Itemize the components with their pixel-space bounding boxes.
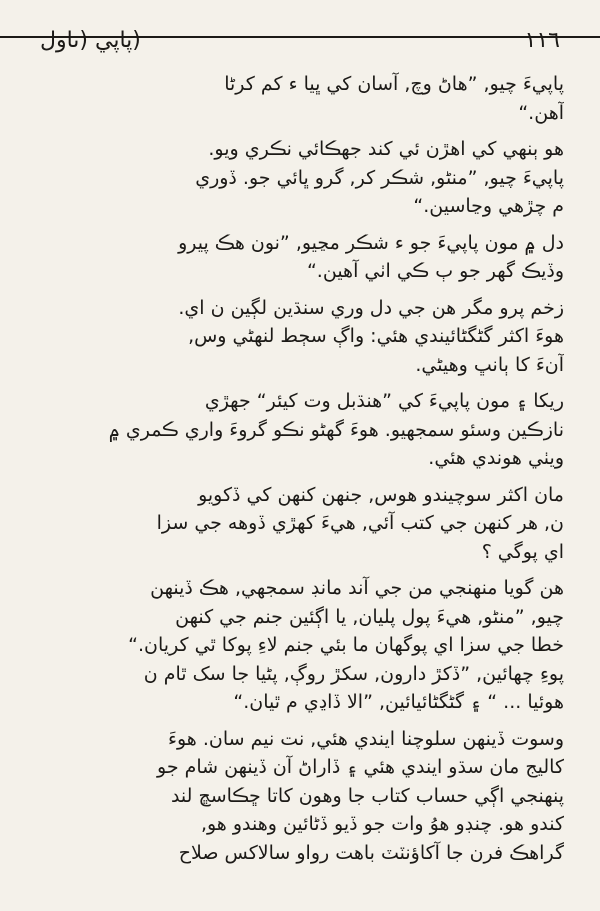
body-text xyxy=(36,70,564,867)
text-line: مان اکثر سوچيندو هوس, جنهن کنهن کي ڏکويو xyxy=(198,483,564,506)
text-line: ويٺي هوندي هئي. xyxy=(428,447,564,469)
text-line: م چڙهي وڃاسين.“ xyxy=(413,195,564,217)
text-line: وسوت ڏينهن سلوچنا ايندي هئي, نت نيم سان. هوءَ xyxy=(168,727,564,750)
text-line: خطا جي سزا اي پوگهان ما بئي جنم لاءِ پوکا ٿي کريان.“ xyxy=(128,634,564,656)
paragraph xyxy=(36,294,564,380)
paragraph xyxy=(36,387,564,473)
text-line: کندو هو. چنڊو هوُ وات جو ڏيو ڏڻائين وهندو هو, xyxy=(200,813,564,835)
text-line: پنهنجي اڳي حساب کتاب جا وهون کاتا ڇڪاسڇ لند xyxy=(170,784,564,807)
text-line: آن‏ءَ کا ٻانڀ وهيڻي. xyxy=(415,353,564,376)
text-line: هن گويا منهنجي من جي آند مانڊ سمجهي, هڪ ڏينهن xyxy=(150,577,564,599)
text-line: نازڪين وسئو سمجهيو. هوءَ گهڻو نڪو گروءَ واري ڪمري ۾ xyxy=(108,418,564,441)
paragraph xyxy=(36,725,564,868)
paragraph xyxy=(36,135,564,221)
text-line: وڏيڪ گهر جو ٻ ڪي اٺي آهين.“ xyxy=(306,260,564,282)
page-header xyxy=(36,24,564,60)
running-title: (پاپي (ناول xyxy=(40,28,141,53)
text-line: گراهڪ فرن جا آکاؤنٽٽ باهت رواو سالاکس صلاح xyxy=(178,841,564,864)
text-line: زخم پرو مگر هن جي دل وري سنڌين لڳين ن اي. xyxy=(178,296,564,319)
text-line: پوءِ چهائين, ”ڏکڙ دارون, سکڙ روڳ, پڻيا جا سک ٿام ن xyxy=(143,662,564,685)
paragraph xyxy=(36,574,564,717)
text-line: اي پوگي ؟ xyxy=(481,540,564,563)
paragraph xyxy=(36,70,564,127)
text-line: دل ۾ مون پاپيءَ جو ء شڪر مڃيو, ”نون هڪ پيرو xyxy=(178,231,564,254)
text-line: هوءَ اکثر گڻگڻائيندي هئي: واڳ سڄط لنهڻي وس, xyxy=(188,325,564,347)
text-line: کاليج مان سڌو ايندي هئي ۽ ڏاراڻ آن ڏينهن شام جو xyxy=(157,756,564,778)
text-line: پاپيءَ چيو, ”منڻو, شڪر کر, گرو ڀائي جو. ڏوري xyxy=(195,166,564,189)
page-number: ١١٦ xyxy=(524,28,560,53)
text-line: هوئيا ... “ ۽ گڻگڻائيائين, ”الا ڏاڍي م ٿيان.“ xyxy=(233,691,564,713)
text-line: ريکا ۽ مون پاپيءَ کي ”هنڌبل وت کيئر“ جهڙي xyxy=(204,390,564,412)
paragraph xyxy=(36,229,564,286)
paragraph xyxy=(36,481,564,567)
text-line: آهن.“ xyxy=(518,101,564,124)
text-line: چيو, ”منڻو, هيءَ پول پليان, يا اڳئين جنم جي کنهن xyxy=(175,605,564,628)
text-line: ن, هر کنهن جي کتب آئي, هيءَ کهڙي ڏوهه جي سزا xyxy=(156,512,564,534)
header-rule xyxy=(0,36,600,38)
text-line: پاپيءَ چيو, ”هاڻ وچ, آسان کي ڀيا ء کم کرڻا xyxy=(224,73,564,95)
text-line: هو ٻنهي کي اهڙن ئي کند جهڪائي نڪري ويو. xyxy=(208,138,564,160)
